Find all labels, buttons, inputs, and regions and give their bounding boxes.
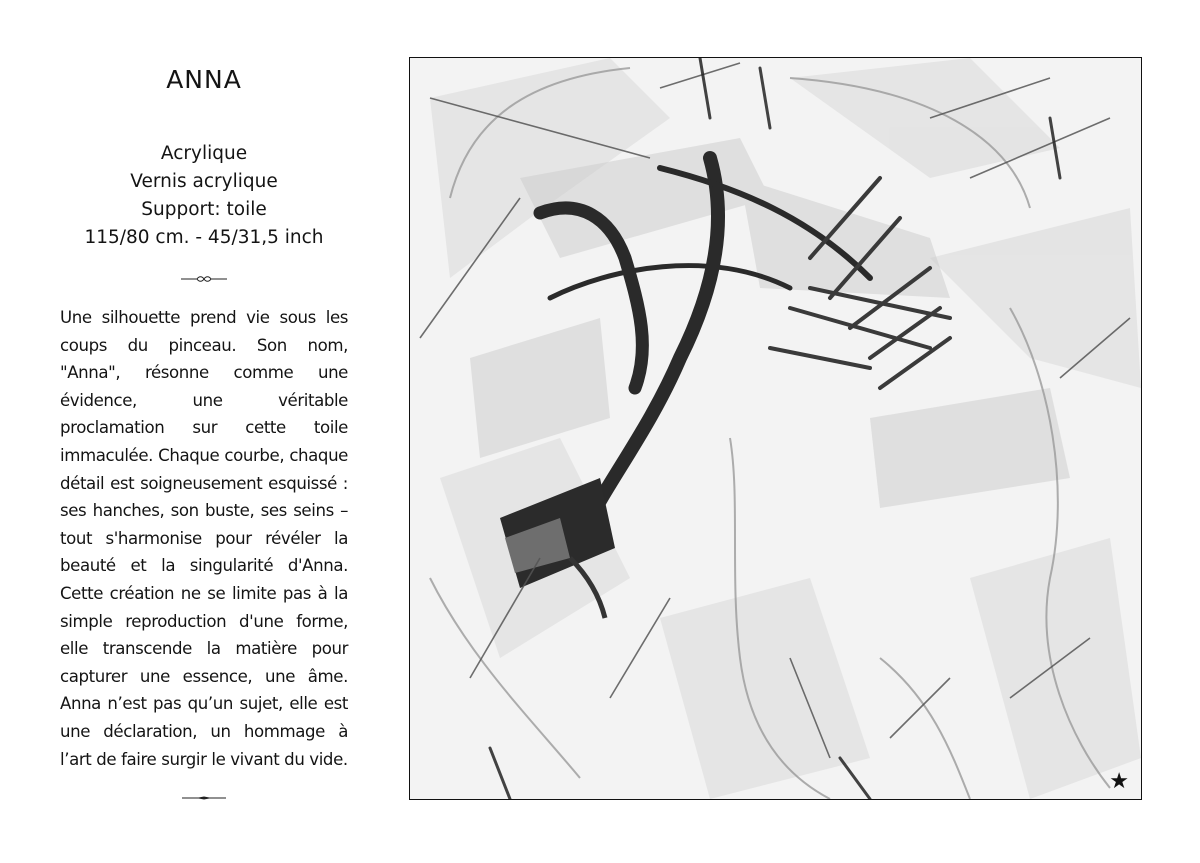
spec-support: Support: toile xyxy=(141,199,267,220)
ornament-divider-icon xyxy=(181,274,227,284)
artwork-image xyxy=(409,57,1142,800)
artwork-info-panel xyxy=(60,60,348,801)
ornament-end-icon xyxy=(182,795,226,801)
artwork-specs xyxy=(60,140,348,252)
artwork-title: ANNA xyxy=(166,65,242,94)
abstract-brushstroke-painting-icon xyxy=(410,58,1141,799)
artwork-description: Une silhouette prend vie sous les coups du pinceau. Son nom, "Anna", résonne comme une évidence, une véritable proclamation sur cette toile immaculée. Chaque courbe, chaque détail est soigneusement esquissé : ses hanches, son buste, ses seins – tout s'harmonise pour révéler la beauté et la singularité d'Anna. Cette création ne se limite pas à la simple reproduction d'une forme, elle transcende la matière pour capturer une essence, une âme. Anna n’est pas qu’un sujet, elle est une déclaration, un hommage à l’art de faire surgir le vivant du vide. xyxy=(60,308,348,769)
star-icon: ★ xyxy=(1109,769,1129,794)
spec-dimensions: 115/80 cm. - 45/31,5 inch xyxy=(84,227,324,248)
spec-medium: Acrylique xyxy=(160,143,248,164)
spec-varnish: Vernis acrylique xyxy=(130,171,278,192)
